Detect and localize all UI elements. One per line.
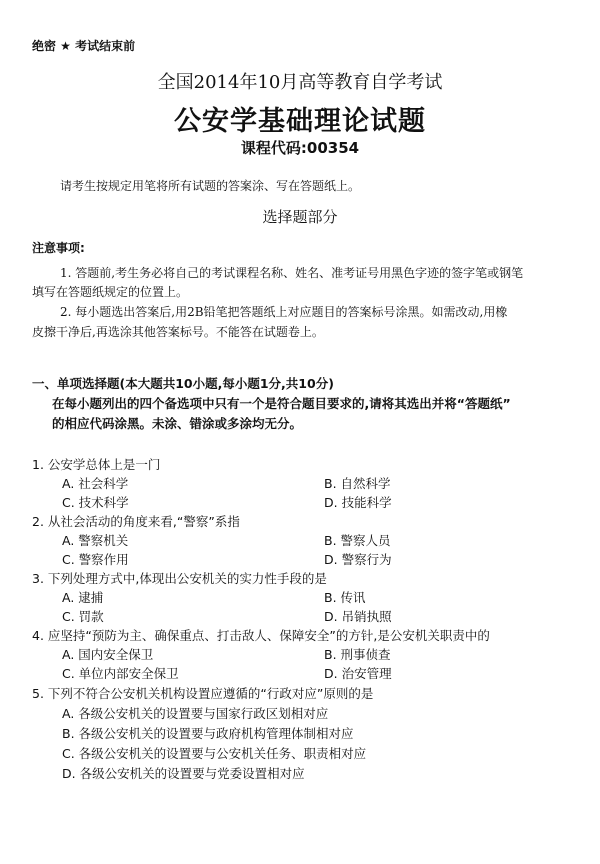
question-option: C. 各级公安机关的设置要与公安机关任务、职责相对应 bbox=[62, 746, 367, 761]
question-stem: 4. 应坚持“预防为主、确保重点、打击敌人、保障安全”的方针,是公安机关职责中的 bbox=[32, 628, 490, 643]
question-stem: 1. 公安学总体上是一门 bbox=[32, 457, 161, 472]
question-option: B. 刑事侦查 bbox=[324, 647, 391, 662]
question-option: B. 传讯 bbox=[324, 590, 366, 605]
part-one-description: 的相应代码涂黑。未涂、错涂或多涂均无分。 bbox=[52, 416, 303, 431]
question-option: B. 警察人员 bbox=[324, 533, 391, 548]
note-line: 填写在答题纸规定的位置上。 bbox=[32, 285, 189, 299]
subject-title: 公安学基础理论试题 bbox=[174, 106, 426, 137]
question-option: D. 警察行为 bbox=[324, 552, 392, 567]
question-option: A. 国内安全保卫 bbox=[62, 647, 154, 662]
question-stem: 3. 下列处理方式中,体现出公安机关的实力性手段的是 bbox=[32, 571, 327, 586]
question-option: C. 警察作用 bbox=[62, 552, 129, 567]
question-option: A. 逮捕 bbox=[62, 590, 104, 605]
answer-instruction: 请考生按规定用笔将所有试题的答案涂、写在答题纸上。 bbox=[60, 179, 361, 193]
note-line: 皮擦干净后,再选涂其他答案标号。不能答在试题卷上。 bbox=[32, 325, 324, 339]
question-option: B. 自然科学 bbox=[324, 476, 391, 491]
question-option: C. 技术科学 bbox=[62, 495, 129, 510]
part-one-title: 一、单项选择题(本大题共10小题,每小题1分,共10分) bbox=[32, 376, 334, 391]
course-code: 课程代码:00354 bbox=[240, 139, 360, 157]
question-stem: 2. 从社会活动的角度来看,“警察”系指 bbox=[32, 514, 240, 529]
note-line: 2. 每小题选出答案后,用2B铅笔把答题纸上对应题目的答案标号涂黑。如需改动,用橡 bbox=[60, 305, 508, 319]
question-option: D. 技能科学 bbox=[324, 495, 392, 510]
question-option: D. 治安管理 bbox=[324, 666, 392, 681]
part-one-description: 在每小题列出的四个备选项中只有一个是符合题目要求的,请将其选出并将“答题纸” bbox=[52, 396, 511, 411]
question-option: D. 各级公安机关的设置要与党委设置相对应 bbox=[62, 766, 305, 781]
notes-title: 注意事项: bbox=[32, 241, 85, 255]
question-option: A. 社会科学 bbox=[62, 476, 129, 491]
exam-title: 全国2014年10月高等教育自学考试 bbox=[157, 72, 443, 93]
question-option: D. 吊销执照 bbox=[324, 609, 392, 624]
question-option: A. 各级公安机关的设置要与国家行政区划相对应 bbox=[62, 706, 329, 721]
confidential-label: 绝密 ★ 考试结束前 bbox=[32, 39, 136, 53]
question-option: A. 警察机关 bbox=[62, 533, 129, 548]
question-option: C. 单位内部安全保卫 bbox=[62, 666, 179, 681]
section-heading: 选择题部分 bbox=[262, 208, 338, 226]
question-option: C. 罚款 bbox=[62, 609, 104, 624]
note-line: 1. 答题前,考生务必将自己的考试课程名称、姓名、准考证号用黑色字迹的签字笔或钢笔 bbox=[60, 266, 524, 280]
question-stem: 5. 下列不符合公安机关机构设置应遵循的“行政对应”原则的是 bbox=[32, 686, 374, 701]
question-option: B. 各级公安机关的设置要与政府机构管理体制相对应 bbox=[62, 726, 354, 741]
